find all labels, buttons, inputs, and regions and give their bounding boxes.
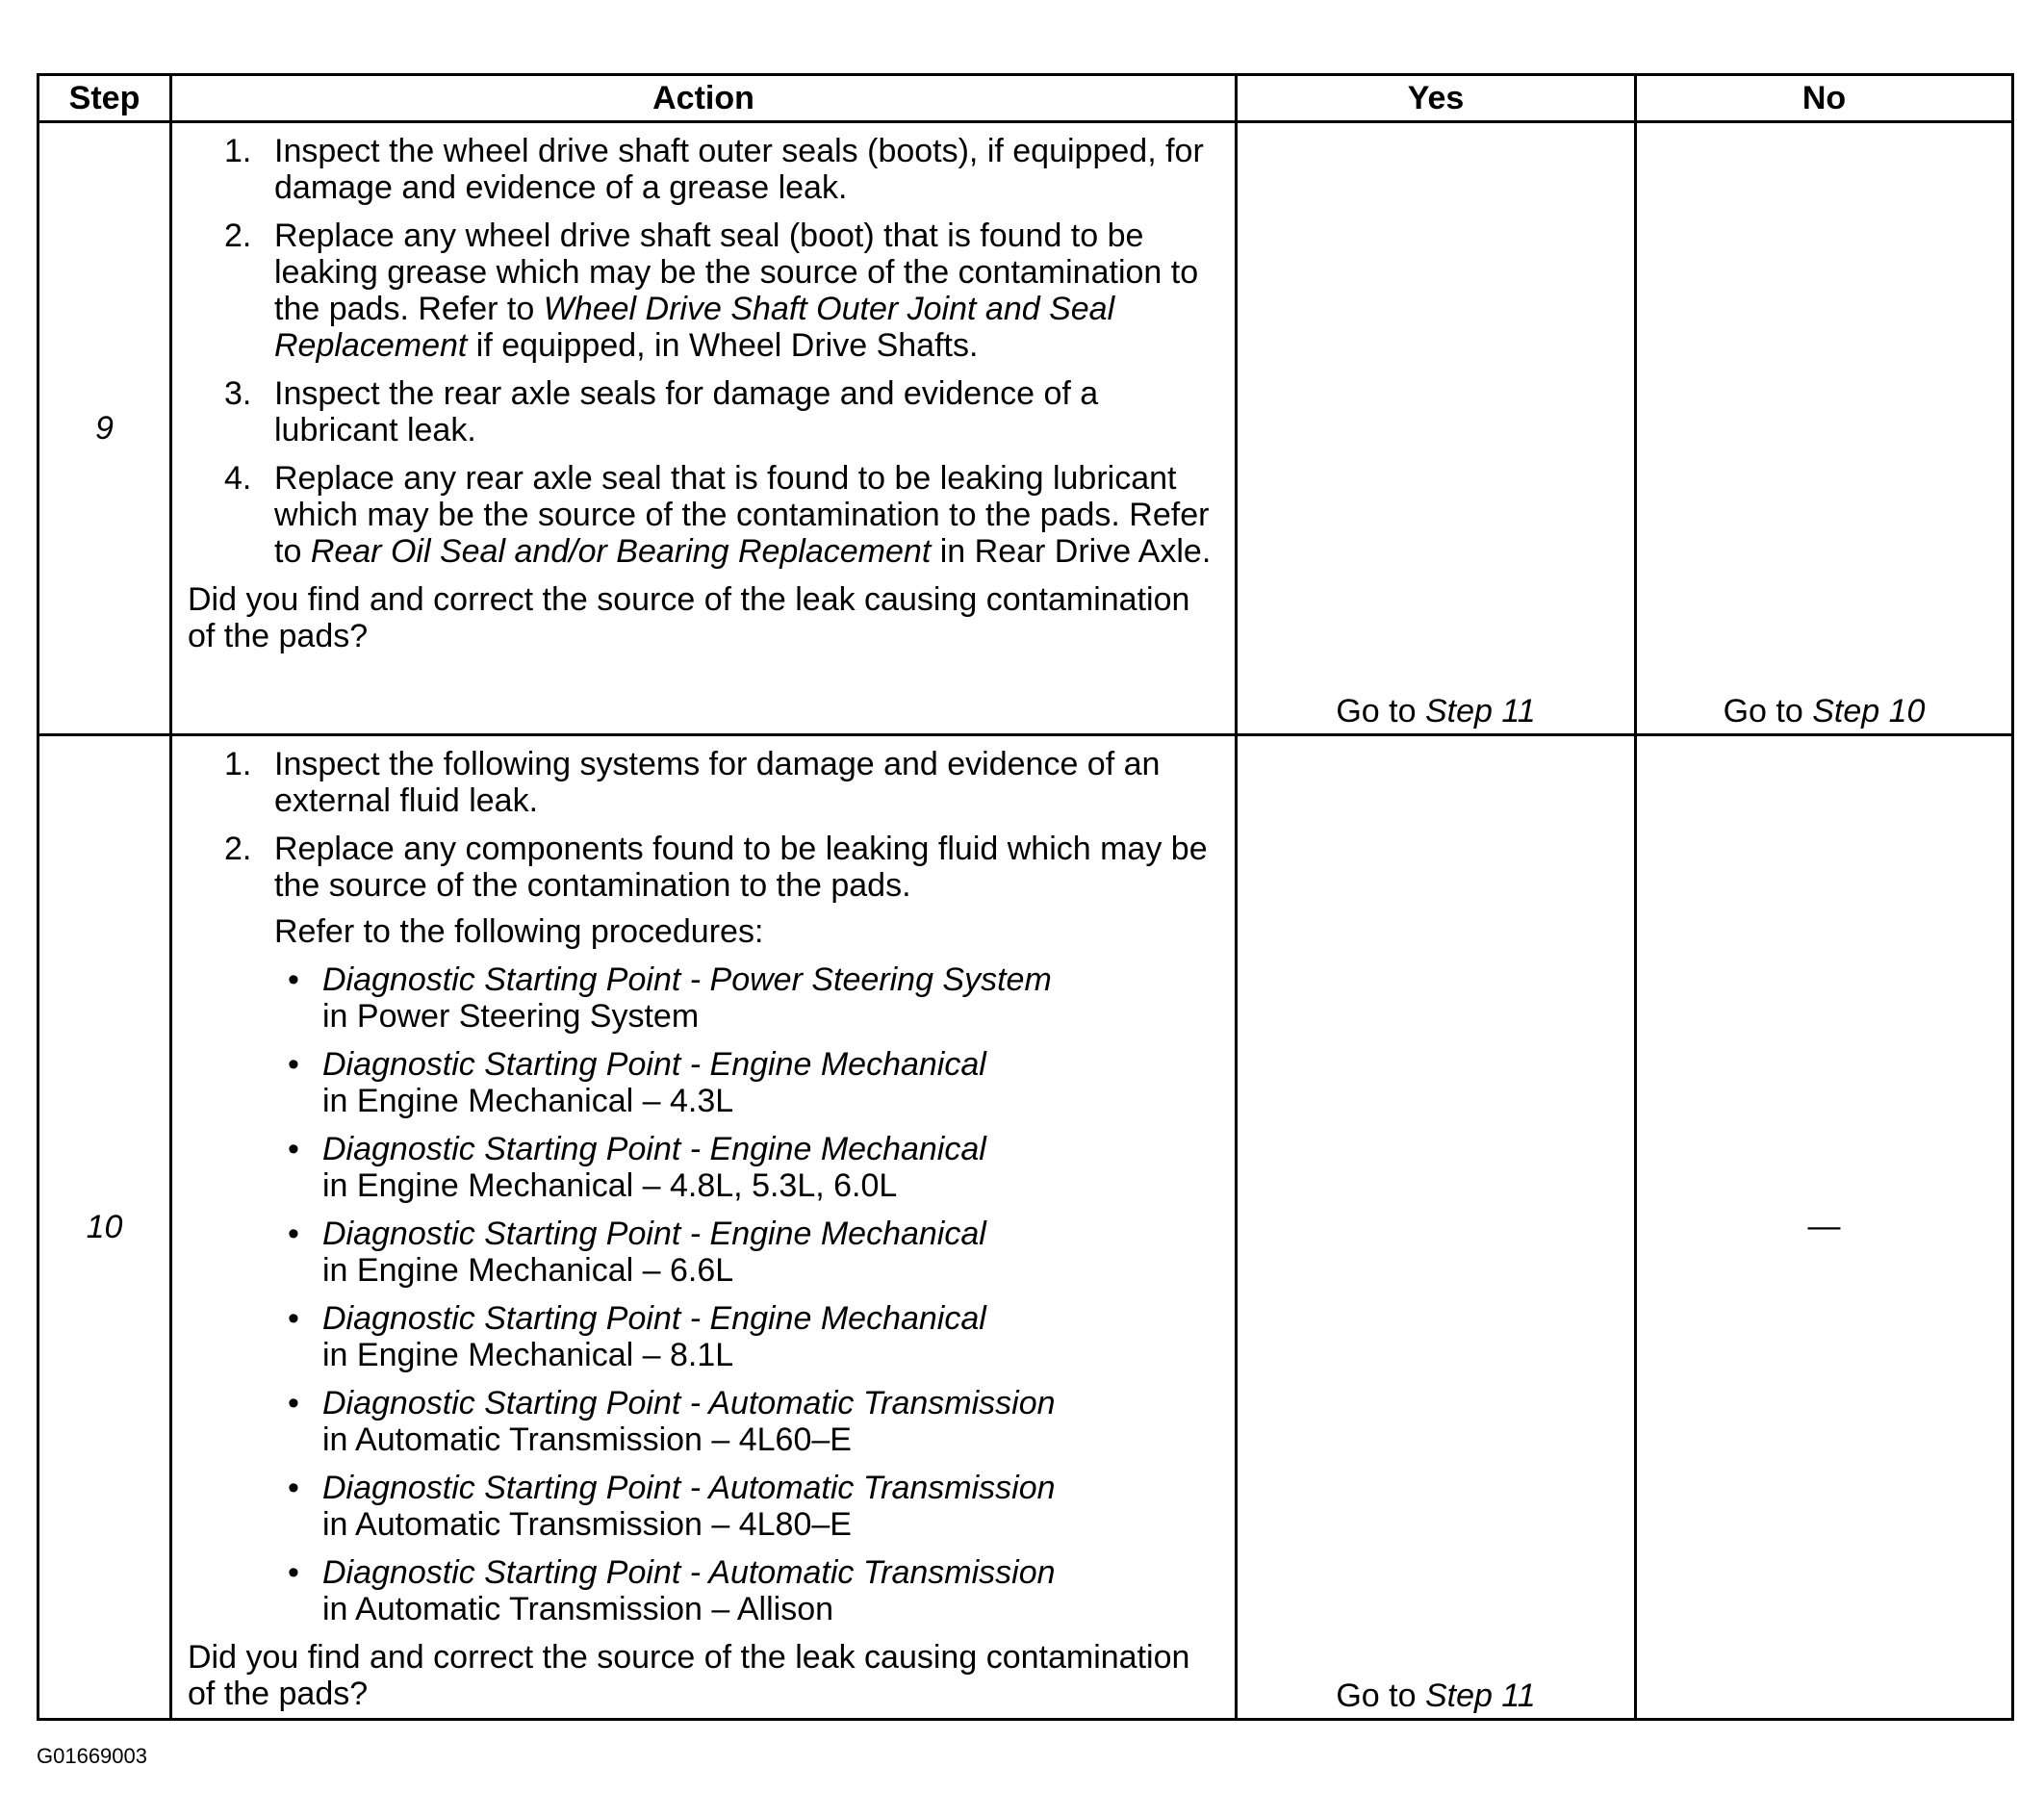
item-number: 3. [224,375,252,412]
procedure-location: in Engine Mechanical – 4.3L [322,1083,734,1119]
action-cell [171,735,1237,1720]
item-text: if equipped, in Wheel Drive Shafts. [475,327,979,364]
procedure-item [288,1470,1225,1543]
procedure-location: in Automatic Transmission – Allison [322,1591,834,1627]
procedure-item [288,1300,1225,1373]
bullet-icon: • [288,1046,299,1083]
procedure-title: Diagnostic Starting Point - Engine Mechanical [322,1216,986,1252]
no-dash: — [1807,1207,1841,1244]
yes-prefix: Go to [1336,693,1417,730]
item-number: 2. [224,218,252,254]
procedure-item [288,1216,1225,1289]
item-text: Replace any wheel drive shaft seal (boot) that is found to be leaking grease which may be the source of the contamination to the pads. Refer to [274,218,1199,327]
procedure-title: Diagnostic Starting Point - Engine Mechanical [322,1131,986,1167]
item-text: Inspect the wheel drive shaft outer seals (boots), if equipped, for damage and evidence of a grease leak. [274,133,1204,206]
header-action: Action [171,75,1237,122]
procedure-item [288,1554,1225,1627]
procedure-location: in Automatic Transmission – 4L60–E [322,1421,852,1458]
procedure-location: in Automatic Transmission – 4L80–E [322,1506,852,1543]
header-no: No [1636,75,2013,122]
procedure-location: in Engine Mechanical – 8.1L [322,1337,734,1373]
step-number: 9 [38,122,171,735]
procedure-location: in Power Steering System [322,998,700,1035]
list-item [224,746,1225,819]
bullet-icon: • [288,1470,299,1506]
no-prefix: Go to [1723,693,1803,730]
procedure-title: Diagnostic Starting Point - Automatic Transmission [322,1554,1056,1591]
item-number: 1. [224,133,252,169]
item-number: 1. [224,746,252,782]
item-text: Inspect the following systems for damage and evidence of an external fluid leak. [274,746,1161,819]
item-text: Inspect the rear axle seals for damage and evidence of a lubricant leak. [274,375,1099,448]
procedure-item [288,1385,1225,1458]
item-text: in Rear Drive Axle. [939,533,1212,570]
header-step: Step [38,75,171,122]
yes-prefix: Go to [1336,1677,1417,1714]
question-text: Did you find and correct the source of the leak causing contamination of the pads? [188,581,1190,654]
bullet-icon: • [288,961,299,998]
procedure-location: in Engine Mechanical – 6.6L [322,1252,734,1289]
procedure-item [288,961,1225,1035]
item-text: Replace any rear axle seal that is found to be leaking lubricant which may be the source of the contamination to the pads. Refer to [274,460,1210,570]
no-cell [1636,122,2013,735]
procedure-title: Diagnostic Starting Point - Power Steering System [322,961,1052,998]
procedure-title: Diagnostic Starting Point - Engine Mechanical [322,1046,986,1083]
yes-cell [1237,122,1636,735]
diagnostic-table [37,73,2014,1721]
action-steps [188,746,1225,1627]
item-number: 2. [224,831,252,867]
bullet-icon: • [288,1131,299,1167]
bullet-icon: • [288,1216,299,1252]
procedure-list [274,961,1225,1627]
procedure-location: in Engine Mechanical – 4.8L, 5.3L, 6.0L [322,1167,898,1204]
yes-step-link: Step 11 [1424,693,1536,730]
procedure-title: Diagnostic Starting Point - Automatic Transmission [322,1385,1056,1421]
item-text: Replace any components found to be leaking fluid which may be the source of the contamination to the pads. [274,831,1208,904]
bullet-icon: • [288,1554,299,1591]
question-text: Did you find and correct the source of the leak causing contamination of the pads? [188,1639,1190,1712]
header-row [38,75,2013,122]
procedure-title: Diagnostic Starting Point - Automatic Transmission [322,1470,1056,1506]
yes-step-link: Step 11 [1424,1677,1536,1714]
action-cell [171,122,1237,735]
list-item [224,218,1225,364]
list-item [224,375,1225,448]
procedure-reference: Rear Oil Seal and/or Bearing Replacement [310,533,932,570]
procedure-title: Diagnostic Starting Point - Engine Mechanical [322,1300,986,1337]
table-row-step-9 [38,122,2013,735]
list-item [224,133,1225,206]
table-row-step-10 [38,735,2013,1720]
no-cell [1636,735,2013,1720]
yes-cell [1237,735,1636,1720]
procedure-item [288,1046,1225,1119]
header-yes: Yes [1237,75,1636,122]
procedure-reference: Wheel Drive Shaft Outer Joint and Seal Replacement [274,291,1115,364]
step-number: 10 [38,735,171,1720]
bullet-icon: • [288,1385,299,1421]
list-item [224,831,1225,1627]
item-number: 4. [224,460,252,497]
list-item [224,460,1225,570]
no-step-link: Step 10 [1812,693,1926,730]
bullet-icon: • [288,1300,299,1337]
figure-id: G01669003 [37,1744,147,1768]
procedures-intro: Refer to the following procedures: [274,913,764,950]
action-steps [188,133,1225,570]
procedure-item [288,1131,1225,1204]
